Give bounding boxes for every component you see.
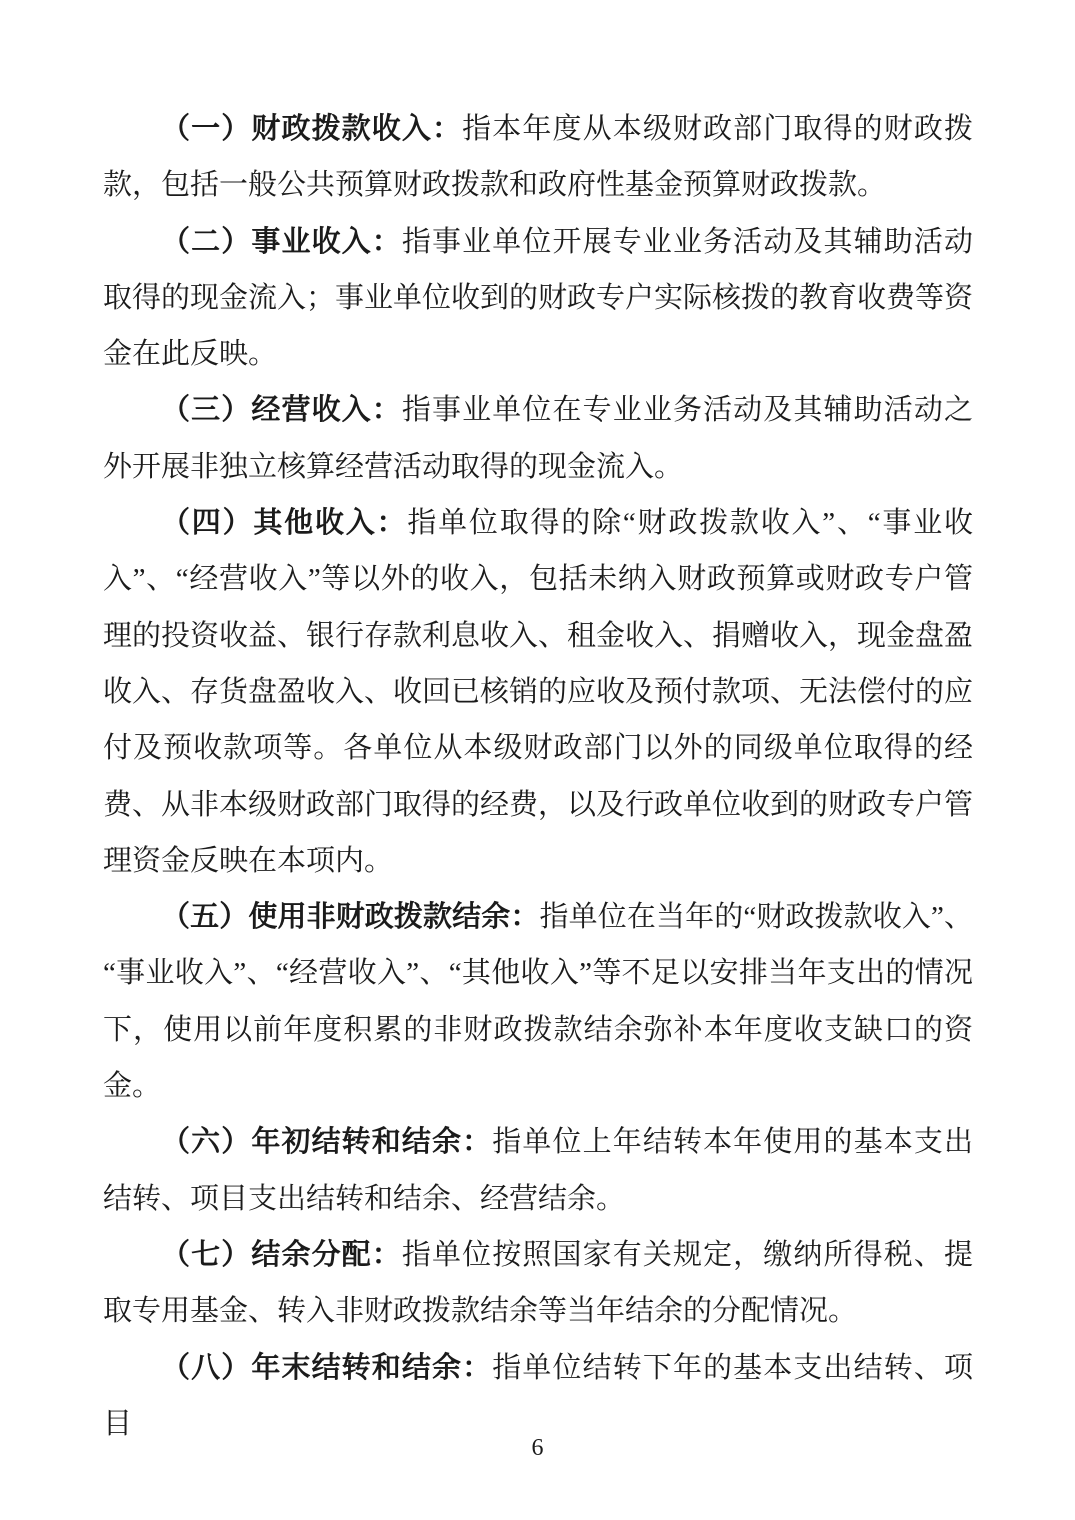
paragraph-text: 指单位按照国家有关规定，缴纳所得税、提取专用基金、转入非财政拨款结余等当年结余的分配情况。	[103, 1238, 973, 1328]
paragraph	[103, 214, 973, 383]
paragraph-text: 指本年度从本级财政部门取得的财政拨款，包括一般公共预算财政拨款和政府性基金预算财政拨款。	[103, 113, 973, 202]
paragraph	[103, 1227, 973, 1340]
paragraph	[103, 1114, 973, 1227]
paragraph-label: （六）年初结转和结余：	[161, 1126, 493, 1159]
paragraph-label: （五）使用非财政拨款结余：	[161, 901, 540, 934]
paragraph-label: （三）经营收入：	[161, 394, 402, 427]
paragraph	[103, 889, 973, 1114]
paragraph	[103, 101, 973, 214]
paragraph	[103, 495, 973, 889]
paragraph-label: （一）财政拨款收入：	[161, 113, 463, 145]
paragraph-text: 指单位在当年的“财政拨款收入”、“事业收入”、“经营收入”、“其他收入”等不足以安排当年支出的情况下，使用以前年度积累的非财政拨款结余弥补本年度收支缺口的资金。	[103, 901, 973, 1103]
page-footer	[0, 1433, 1075, 1463]
paragraph-label: （二）事业收入：	[161, 225, 402, 258]
paragraph-text: 指单位结转下年的基本支出结转、项目	[103, 1351, 973, 1440]
paragraph-label: （四）其他收入：	[161, 507, 408, 540]
paragraph-text: 指单位上年结转本年使用的基本支出结转、项目支出结转和结余、经营结余。	[103, 1126, 973, 1215]
paragraph-label: （八）年末结转和结余：	[161, 1351, 493, 1384]
page-number: 6	[531, 1435, 544, 1461]
paragraph-text: 指事业单位在专业业务活动及其辅助活动之外开展非独立核算经营活动取得的现金流入。	[103, 394, 973, 483]
paragraph-text: 指事业单位开展专业业务活动及其辅助活动取得的现金流入；事业单位收到的财政专户实际核拨的教育收费等资金在此反映。	[103, 225, 974, 371]
paragraph	[103, 382, 973, 495]
paragraph-text: 指单位取得的除“财政拨款收入”、“事业收入”、“经营收入”等以外的收入，包括未纳入财政预算或财政专户管理的投资收益、银行存款利息收入、租金收入、捐赠收入，现金盘盈收入、存货盘盈收入、收回已核销的应收及预付款项、无法偿付的应付及预收款项等。各单位从本级财政部门以外的同级单位取得的经费、从非本级财政部门取得的经费，以及行政单位收到的财政专户管理资金反映在本项内。	[103, 507, 974, 877]
paragraph-label: （七）结余分配：	[161, 1238, 402, 1271]
document-body	[103, 101, 973, 1452]
